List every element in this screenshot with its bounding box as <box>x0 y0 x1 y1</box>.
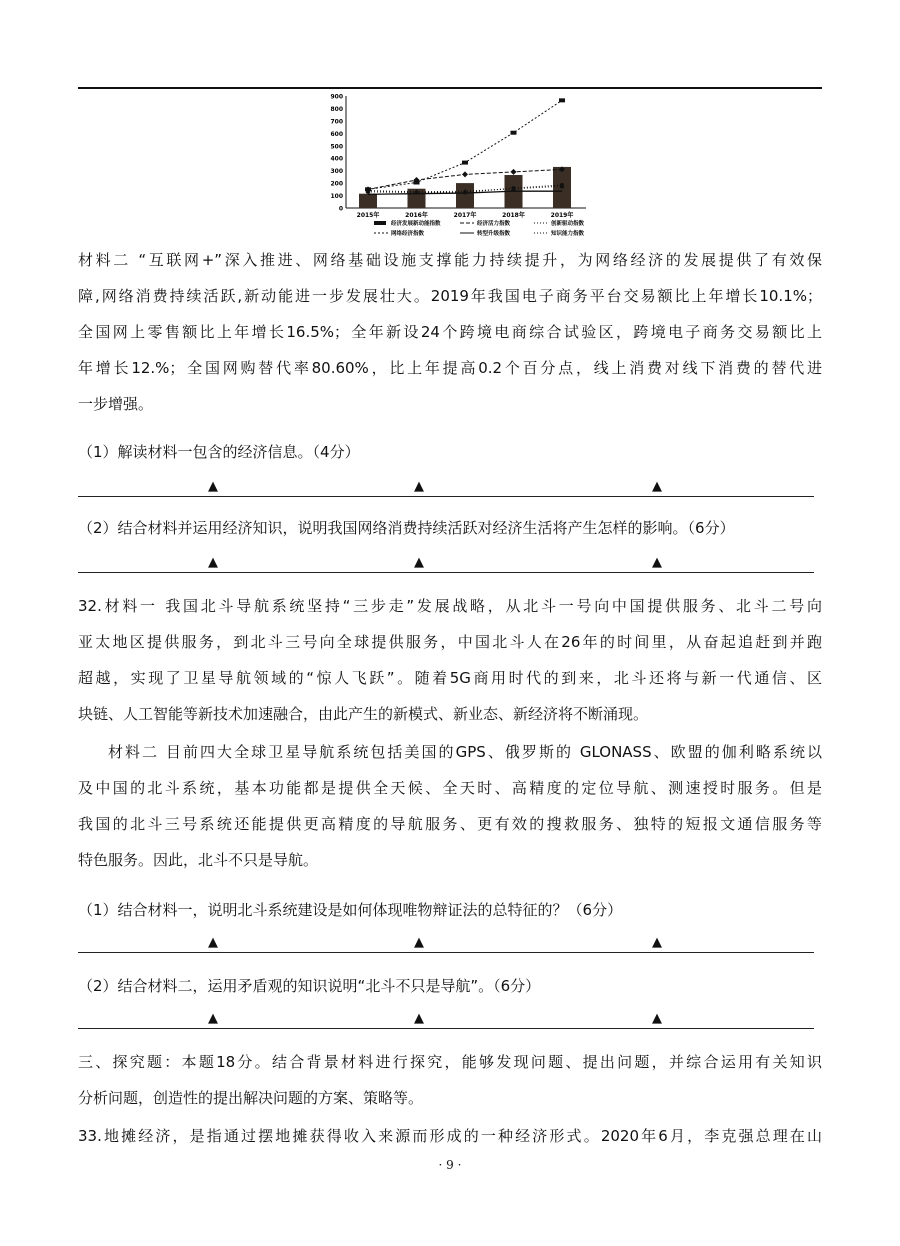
y-tick-label: 300 <box>330 168 343 176</box>
marker-circle <box>512 186 516 190</box>
answer-mark-triangle: ▲ <box>652 479 662 494</box>
marker-circle <box>366 190 370 194</box>
x-tick-label: 2015年 <box>356 212 380 219</box>
question-33-line: 33.地摊经济，是指通过摆地摊获得收入来源而形成的一种经济形式。2020年6月，李克强总理在山 <box>78 1127 822 1145</box>
answer-mark-triangle: ▲ <box>414 1011 424 1026</box>
y-tick-label: 900 <box>330 93 343 101</box>
q32-material2-line: 及中国的北斗系统，基本功能都是提供全天候、全天时、高精度的定位导航、测速授时服务。但是 <box>78 779 822 797</box>
q32-material1-line: 超越，实现了卫星导航领域的“惊人飞跃”。随着5G商用时代的到来，北斗还将与新一代通信、区 <box>78 669 822 687</box>
answer-mark-triangle: ▲ <box>652 1011 662 1026</box>
y-tick-label: 100 <box>330 193 343 201</box>
legend-label: 创新驱动指数 <box>551 221 585 227</box>
answer-mark-triangle: ▲ <box>652 555 662 570</box>
answer-line <box>78 496 814 497</box>
marker-diamond <box>462 171 468 177</box>
answer-line <box>78 1028 814 1029</box>
page-number: · 9 · <box>438 1158 462 1172</box>
legend-swatch <box>374 221 386 225</box>
section-3-heading-line: 三、探究题：本题18分。结合背景材料进行探究，能够发现问题、提出问题，并综合运用有关知识 <box>78 1053 822 1071</box>
answer-mark-triangle: ▲ <box>208 479 218 494</box>
material2-para-line: 全国网上零售额比上年增长16.5%；全年新设24个跨境电商综合试验区，跨境电子商务交易额比上 <box>78 323 822 341</box>
answer-mark-triangle: ▲ <box>208 555 218 570</box>
y-tick-label: 0 <box>338 205 343 213</box>
material2-para-line: 一步增强。 <box>78 395 154 413</box>
material2-para-line: 材料二 “互联网+”深入推进、网络基础设施支撑能力持续提升，为网络经济的发展提供了有效保 <box>78 251 822 269</box>
question-31-2-line: （2）结合材料并运用经济知识，说明我国网络消费持续活跃对经济生活将产生怎样的影响。（6分） <box>78 519 735 537</box>
answer-mark-triangle: ▲ <box>652 935 662 950</box>
x-tick-label: 2016年 <box>405 212 428 219</box>
q32-material1-line: 32.材料一 我国北斗导航系统坚持“三步走”发展战略，从北斗一号向中国提供服务、北斗二号向 <box>78 597 822 615</box>
section-3-heading-line: 分析问题，创造性的提出解决问题的方案、策略等。 <box>78 1089 424 1107</box>
q32-material2-line: 材料二 目前四大全球卫星导航系统包括美国的GPS、俄罗斯的 GLONASS、欧盟的伽利略系统以 <box>108 743 822 761</box>
x-tick-label: 2018年 <box>502 212 525 219</box>
answer-mark-triangle: ▲ <box>414 479 424 494</box>
question-32-2-line: （2）结合材料二，运用矛盾观的知识说明“北斗不只是导航”。（6分） <box>78 977 541 995</box>
top-rule <box>78 87 822 89</box>
y-tick-label: 200 <box>330 180 343 188</box>
marker-diamond <box>511 169 517 175</box>
marker-square <box>414 180 420 184</box>
economic-index-chart <box>322 90 592 240</box>
bar-new-momentum-index <box>456 183 474 208</box>
legend-label: 经济活力指数 <box>477 221 511 227</box>
y-tick-label: 800 <box>330 105 343 113</box>
answer-mark-triangle: ▲ <box>208 935 218 950</box>
answer-line <box>78 952 814 953</box>
marker-circle <box>560 183 564 187</box>
material2-para-line: 障,网络消费持续活跃,新动能进一步发展壮大。2019年我国电子商务平台交易额比上年增长10.1%； <box>78 287 822 305</box>
answer-mark-triangle: ▲ <box>414 935 424 950</box>
y-tick-label: 700 <box>330 118 343 126</box>
y-tick-label: 600 <box>330 130 343 138</box>
x-tick-label: 2017年 <box>453 212 477 219</box>
answer-line <box>78 572 814 573</box>
legend-label: 转型升级指数 <box>477 231 511 237</box>
q32-material2-line: 特色服务。因此，北斗不只是导航。 <box>78 851 319 869</box>
question-32-1-line: （1）结合材料一，说明北斗系统建设是如何体现唯物辩证法的总特征的？（6分） <box>78 901 623 919</box>
marker-square <box>462 161 468 165</box>
legend-label: 网络经济指数 <box>391 231 425 237</box>
marker-square <box>511 131 517 135</box>
legend-label: 经济发展新动能指数 <box>391 221 441 227</box>
legend-label: 知识能力指数 <box>551 231 585 237</box>
marker-circle <box>463 190 467 194</box>
q32-material1-line: 块链、人工智能等新技术加速融合，由此产生的新模式、新业态、新经济将不断涌现。 <box>78 705 649 723</box>
question-31-1-line: （1）解读材料一包含的经济信息。（4分） <box>78 443 360 461</box>
material2-para-line: 年增长12.%；全国网购替代率80.60%，比上年提高0.2个百分点，线上消费对线下消费的替代进 <box>78 359 822 377</box>
answer-mark-triangle: ▲ <box>414 555 424 570</box>
marker-square <box>559 98 565 102</box>
marker-circle <box>415 190 419 194</box>
q32-material1-line: 亚太地区提供服务，到北斗三号向全球提供服务，中国北斗人在26年的时间里，从奋起追赶到并跑 <box>78 633 822 651</box>
x-tick-label: 2019年 <box>550 212 574 219</box>
bar-new-momentum-index <box>359 194 377 208</box>
y-tick-label: 500 <box>330 143 343 151</box>
answer-mark-triangle: ▲ <box>208 1011 218 1026</box>
q32-material2-line: 我国的北斗三号系统还能提供更高精度的导航服务、更有效的搜救服务、独特的短报文通信服务等 <box>78 815 822 833</box>
y-tick-label: 400 <box>330 155 343 163</box>
